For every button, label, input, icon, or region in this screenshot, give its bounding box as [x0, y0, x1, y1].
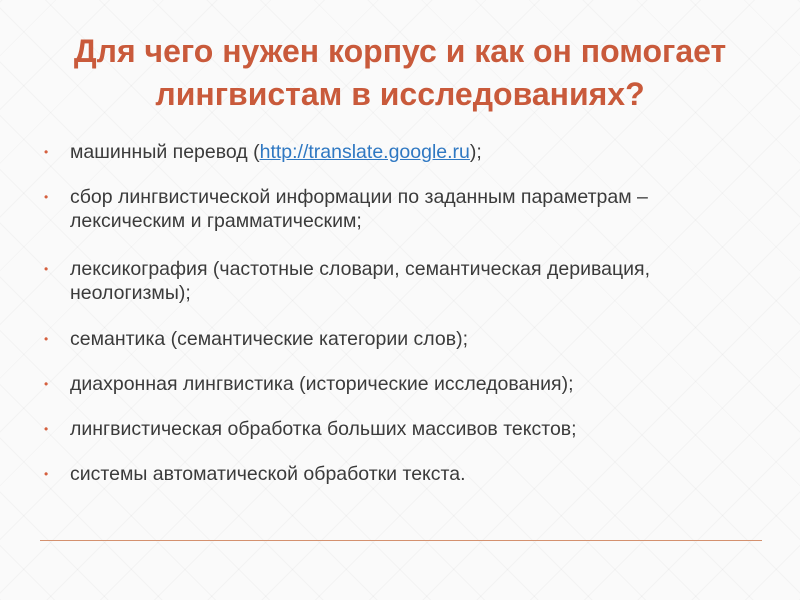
bullet-list [44, 140, 724, 507]
bullet-text: лингвистическая обработка больших массивов текстов; [70, 418, 577, 440]
bullet-icon: • [44, 190, 49, 204]
list-item [44, 140, 724, 164]
list-item [44, 417, 724, 441]
list-item [44, 462, 724, 486]
bullet-icon: • [44, 262, 49, 276]
bullet-text: системы автоматической обработки текста. [70, 463, 466, 485]
bullet-icon: • [44, 332, 49, 346]
bullet-icon: • [44, 467, 49, 481]
translate-link[interactable]: http://translate.google.ru [259, 141, 470, 163]
bullet-icon: • [44, 422, 49, 436]
bullet-text: диахронная лингвистика (исторические исследования); [70, 373, 574, 395]
bullet-text-prefix: машинный перевод ( [70, 141, 260, 163]
list-item [44, 327, 724, 351]
bullet-icon: • [44, 377, 49, 391]
bullet-text: семантика (семантические категории слов); [70, 328, 469, 350]
bullet-text: сбор лингвистической информации по заданным параметрам – лексическим и грамматическим; [70, 186, 648, 232]
list-item [44, 185, 724, 233]
bullet-text-suffix: ); [469, 141, 482, 163]
list-item [44, 372, 724, 396]
bullet-icon: • [44, 145, 49, 159]
list-item [44, 257, 724, 305]
slide-title: Для чего нужен корпус и как он помогает лингвистам в исследованиях? [73, 33, 727, 112]
bullet-text: лексикография (частотные словари, семантическая деривация, неологизмы); [70, 258, 650, 304]
bottom-divider [40, 540, 762, 541]
